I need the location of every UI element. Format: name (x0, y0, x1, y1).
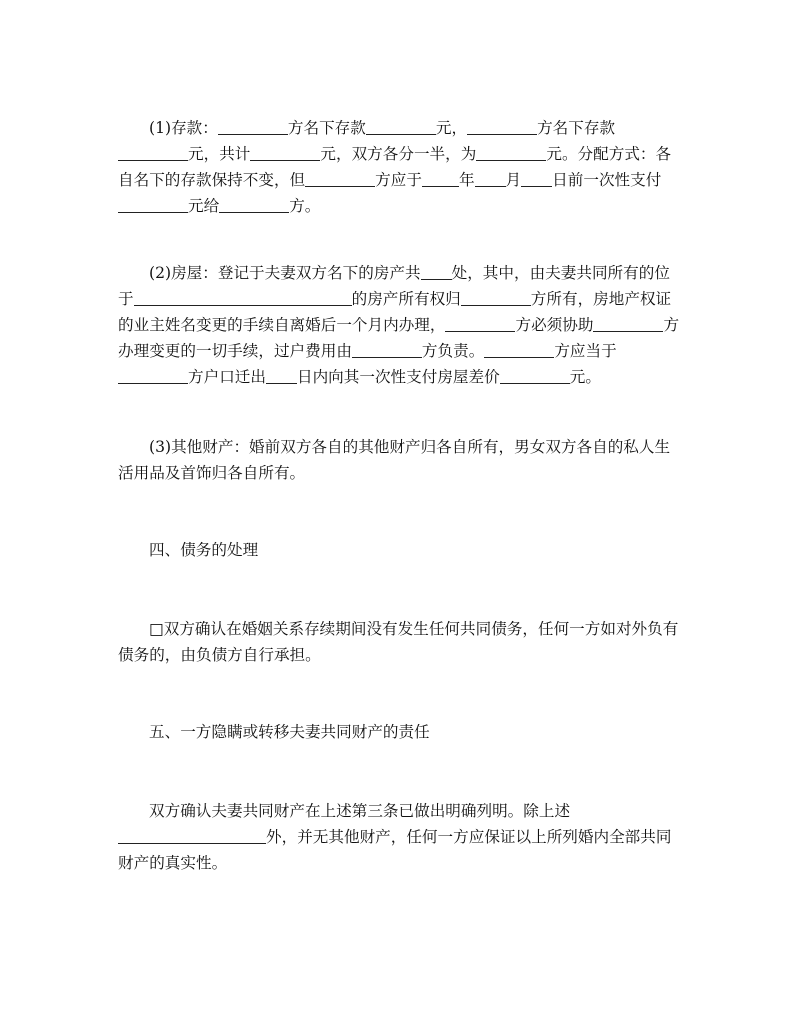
fill-blank[interactable] (476, 143, 546, 161)
fill-blank[interactable] (500, 366, 570, 384)
savings-text: 元给 (188, 197, 220, 215)
fill-blank[interactable] (134, 288, 352, 306)
house-line-3 (118, 312, 678, 338)
fill-blank[interactable] (118, 195, 188, 213)
savings-line-3 (118, 167, 678, 193)
house-text: 日内向其一次性支付房屋差价 (296, 368, 500, 386)
savings-text: 元， (435, 119, 468, 137)
fill-blank[interactable] (461, 288, 531, 306)
fill-blank[interactable] (305, 169, 375, 187)
savings-text: 元，双方各分一半，为 (320, 145, 477, 163)
concealment-paragraph (118, 798, 678, 876)
savings-text: 日前一次性支付 (552, 171, 662, 189)
checkbox[interactable]: □ (149, 620, 164, 638)
house-line-2 (118, 286, 678, 312)
concealment-line-1 (118, 798, 678, 824)
savings-text: 方名下存款 (287, 119, 366, 137)
house-text: (2)房屋：登记于夫妻双方名下的房产共 (149, 264, 421, 282)
savings-line-4 (118, 193, 678, 219)
house-line-1 (118, 260, 678, 286)
house-text: 方负责。 (421, 342, 485, 360)
fill-blank[interactable] (521, 169, 552, 187)
concealment-text: 外，并无其他财产，任何一方应保证以上所列婚内全部共同 (266, 828, 672, 846)
savings-line-1 (118, 115, 678, 141)
savings-text: 方应于 (375, 171, 422, 189)
debt-line-1 (118, 616, 678, 642)
fill-blank[interactable] (593, 314, 663, 332)
other-property-paragraph (118, 434, 678, 486)
debt-line-2: 债务的，由负债方自行承担。 (118, 646, 321, 664)
savings-line-2 (118, 141, 678, 167)
savings-text: 元。分配方式：各 (546, 145, 672, 163)
house-text: 处，其中，由夫妻共同所有的位 (451, 264, 670, 282)
savings-text: 元，共计 (188, 145, 251, 163)
fill-blank[interactable] (475, 169, 506, 187)
house-text: 的房产所有权归 (351, 290, 461, 308)
debt-text: 双方确认在婚姻关系存续期间没有发生任何共同债务，任何一方如对外负有 (163, 620, 679, 638)
house-line-5 (118, 364, 678, 390)
fill-blank[interactable] (422, 169, 459, 187)
house-text: 方户口迁出 (188, 368, 266, 386)
savings-text: 自名下的存款保持不变，但 (118, 171, 306, 189)
fill-blank[interactable] (421, 262, 452, 280)
house-text: 于 (118, 290, 134, 308)
house-line-4 (118, 338, 678, 364)
house-text: 的业主姓名变更的手续自离婚后一个月内办理， (118, 316, 446, 334)
savings-text: 月 (505, 171, 522, 189)
other-property-line-1 (118, 434, 678, 460)
savings-text: 方。 (289, 197, 321, 215)
fill-blank[interactable] (445, 314, 515, 332)
section-heading-debt: 四、债务的处理 (149, 541, 259, 559)
concealment-line-3: 财产的真实性。 (118, 854, 228, 872)
house-text: 方 (663, 316, 680, 334)
concealment-text: 双方确认夫妻共同财产在上述第三条已做出明确列明。除上述 (149, 802, 571, 820)
fill-blank[interactable] (467, 117, 537, 135)
savings-text: 年 (458, 171, 475, 189)
house-text: 方应当于 (554, 342, 617, 360)
debt-paragraph (118, 616, 678, 668)
fill-blank[interactable] (218, 117, 288, 135)
concealment-line-2 (118, 824, 678, 850)
fill-blank[interactable] (484, 340, 554, 358)
fill-blank[interactable] (266, 366, 297, 384)
fill-blank[interactable] (118, 826, 266, 844)
fill-blank[interactable] (118, 143, 188, 161)
house-text: 方必须协助 (515, 316, 594, 334)
savings-text: 方名下存款 (537, 119, 616, 137)
other-property-line-2: 活用品及首饰归各自所有。 (118, 464, 306, 482)
other-property-text: (3)其他财产：婚前双方各自的其他财产归各自所有，男女双方各自的私人生 (149, 438, 671, 456)
savings-paragraph (118, 115, 678, 219)
fill-blank[interactable] (366, 117, 436, 135)
house-text: 办理变更的一切手续，过户费用由 (118, 342, 352, 360)
savings-text: (1)存款： (149, 119, 218, 137)
fill-blank[interactable] (352, 340, 422, 358)
house-text: 元。 (569, 368, 601, 386)
fill-blank[interactable] (219, 195, 289, 213)
section-heading-concealment: 五、一方隐瞒或转移夫妻共同财产的责任 (149, 723, 430, 741)
house-text: 方所有，房地产权证 (530, 290, 672, 308)
fill-blank[interactable] (118, 366, 188, 384)
house-paragraph (118, 260, 678, 390)
fill-blank[interactable] (250, 143, 320, 161)
